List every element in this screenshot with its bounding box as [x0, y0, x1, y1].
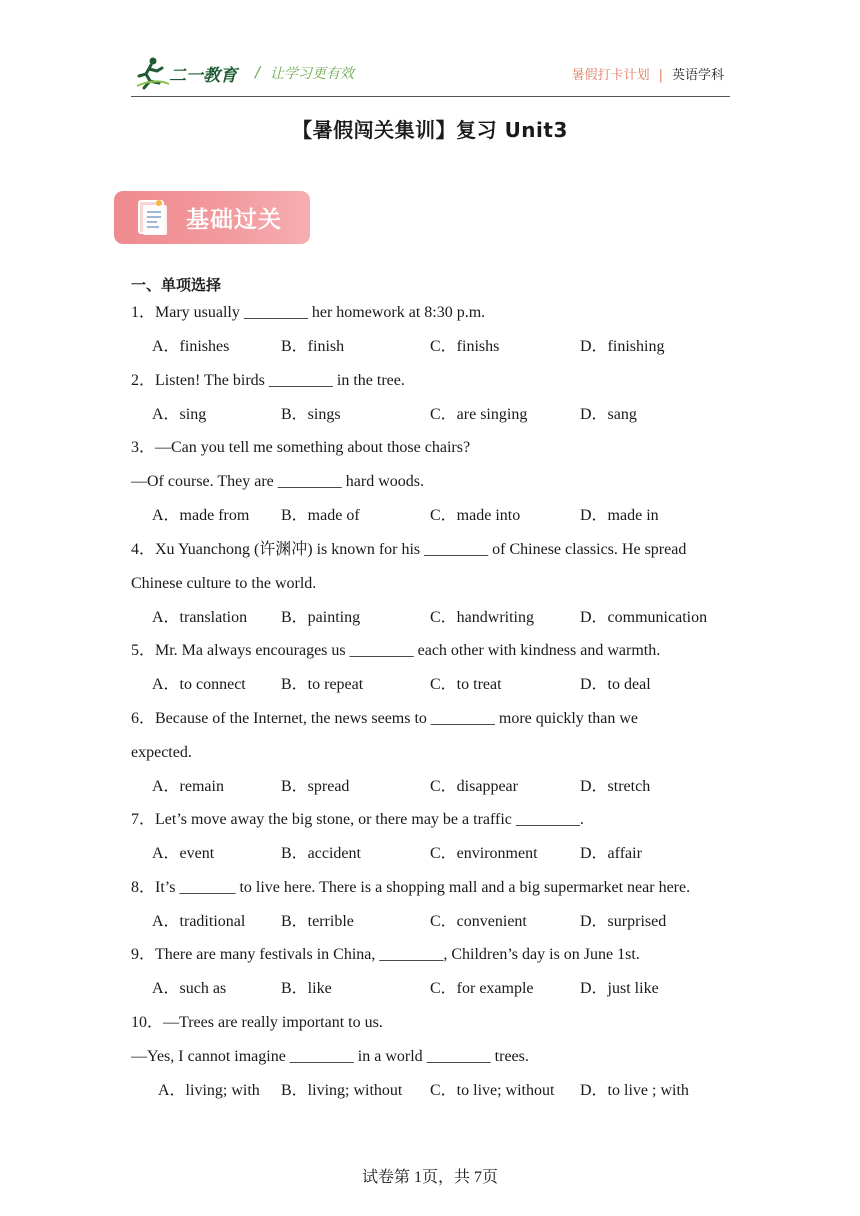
- question-9-text: 9．There are many festivals in China, ________, Children’s day is on June 1st.: [131, 946, 640, 963]
- question-3-option-b: B．made of: [281, 507, 360, 524]
- question-5-option-b: B．to repeat: [281, 676, 364, 693]
- question-4-text-2: Chinese culture to the world.: [131, 575, 317, 592]
- question-7-option-a: A．event: [152, 845, 215, 862]
- question-4-option-b: B．painting: [281, 609, 361, 626]
- question-3-option-d: D．made in: [580, 507, 659, 524]
- logo-text: 二一教育: [169, 66, 237, 86]
- question-4-option-d: D．communication: [580, 609, 708, 626]
- page-footer: 试卷第 1页，共 7页: [361, 1169, 498, 1186]
- question-2-option-d: D．sang: [580, 406, 637, 423]
- question-10-option-a: A．living; with: [158, 1082, 260, 1099]
- question-7-option-c: C．environment: [430, 845, 538, 862]
- question-2-text: 2．Listen! The birds ________ in the tree.: [131, 372, 405, 389]
- question-1-option-a: A．finishes: [152, 338, 230, 355]
- question-1-option-d: D．finishing: [580, 338, 665, 355]
- question-4-option-a: A．translation: [152, 609, 248, 626]
- question-2-option-c: C．are singing: [430, 406, 528, 423]
- question-1-option-b: B．finish: [281, 338, 345, 355]
- header-slash: /: [255, 63, 261, 81]
- question-6-text-2: expected.: [131, 744, 192, 761]
- question-9-option-d: D．just like: [580, 980, 659, 997]
- plan-label: 暑假打卡计划: [571, 68, 650, 83]
- question-7-option-b: B．accident: [281, 845, 361, 862]
- question-4-text: 4．Xu Yuanchong (许渊冲) is known for his ________ of Chinese classics. He spread: [131, 541, 687, 558]
- question-10-option-c: C．to live; without: [430, 1082, 555, 1099]
- question-1-text: 1．Mary usually ________ her homework at 8:30 p.m.: [131, 304, 486, 321]
- question-10-option-d: D．to live ; with: [580, 1082, 689, 1099]
- question-2-option-a: A．sing: [152, 406, 207, 423]
- question-9-option-c: C．for example: [430, 980, 534, 997]
- question-8-option-b: B．terrible: [281, 913, 354, 930]
- question-6-option-c: C．disappear: [430, 778, 518, 795]
- question-10-option-b: B．living; without: [281, 1082, 403, 1099]
- question-5-option-c: C．to treat: [430, 676, 502, 693]
- question-8-option-d: D．surprised: [580, 913, 667, 930]
- question-5-text: 5．Mr. Ma always encourages us ________ each other with kindness and warmth.: [131, 642, 661, 659]
- header-right: [572, 64, 724, 83]
- question-6-option-a: A．remain: [152, 778, 224, 795]
- question-9-option-b: B．like: [281, 980, 332, 997]
- page-title: 【暑假闯关集训】复习 Unit3: [292, 118, 568, 142]
- question-3-option-c: C．made into: [430, 507, 521, 524]
- question-8-option-a: A．traditional: [152, 913, 246, 930]
- question-3-text-2: —Of course. They are ________ hard woods.: [131, 473, 424, 490]
- document-icon: [136, 197, 168, 237]
- question-3-text: 3．—Can you tell me something about those chairs?: [131, 439, 471, 456]
- question-7-option-d: D．affair: [580, 845, 642, 862]
- question-6-text: 6．Because of the Internet, the news seems to ________ more quickly than we: [131, 710, 638, 727]
- section-heading: 一、单项选择: [131, 276, 222, 294]
- question-7-text: 7．Let’s move away the big stone, or there may be a traffic ________.: [131, 811, 584, 828]
- question-8-text: 8．It’s _______ to live here. There is a shopping mall and a big supermarket near here.: [131, 879, 691, 896]
- slogan: 让学习更有效: [270, 66, 354, 82]
- question-6-option-d: D．stretch: [580, 778, 651, 795]
- banner-label: 基础过关: [186, 207, 282, 233]
- question-10-text: 10．—Trees are really important to us.: [131, 1014, 383, 1031]
- question-8-option-c: C．convenient: [430, 913, 527, 930]
- question-1-option-c: C．finishs: [430, 338, 500, 355]
- question-2-option-b: B．sings: [281, 406, 341, 423]
- question-4-option-c: C．handwriting: [430, 609, 534, 626]
- subject-label: 英语学科: [671, 68, 724, 83]
- question-9-option-a: A．such as: [152, 980, 227, 997]
- question-6-option-b: B．spread: [281, 778, 350, 795]
- header-divider: [131, 96, 730, 97]
- question-5-option-d: D．to deal: [580, 676, 651, 693]
- question-10-text-2: —Yes, I cannot imagine ________ in a world ________ trees.: [131, 1048, 529, 1065]
- page-header: [131, 52, 730, 96]
- section-banner: [114, 191, 310, 244]
- header-separator: |: [658, 68, 663, 83]
- question-3-option-a: A．made from: [152, 507, 250, 524]
- question-5-option-a: A．to connect: [152, 676, 246, 693]
